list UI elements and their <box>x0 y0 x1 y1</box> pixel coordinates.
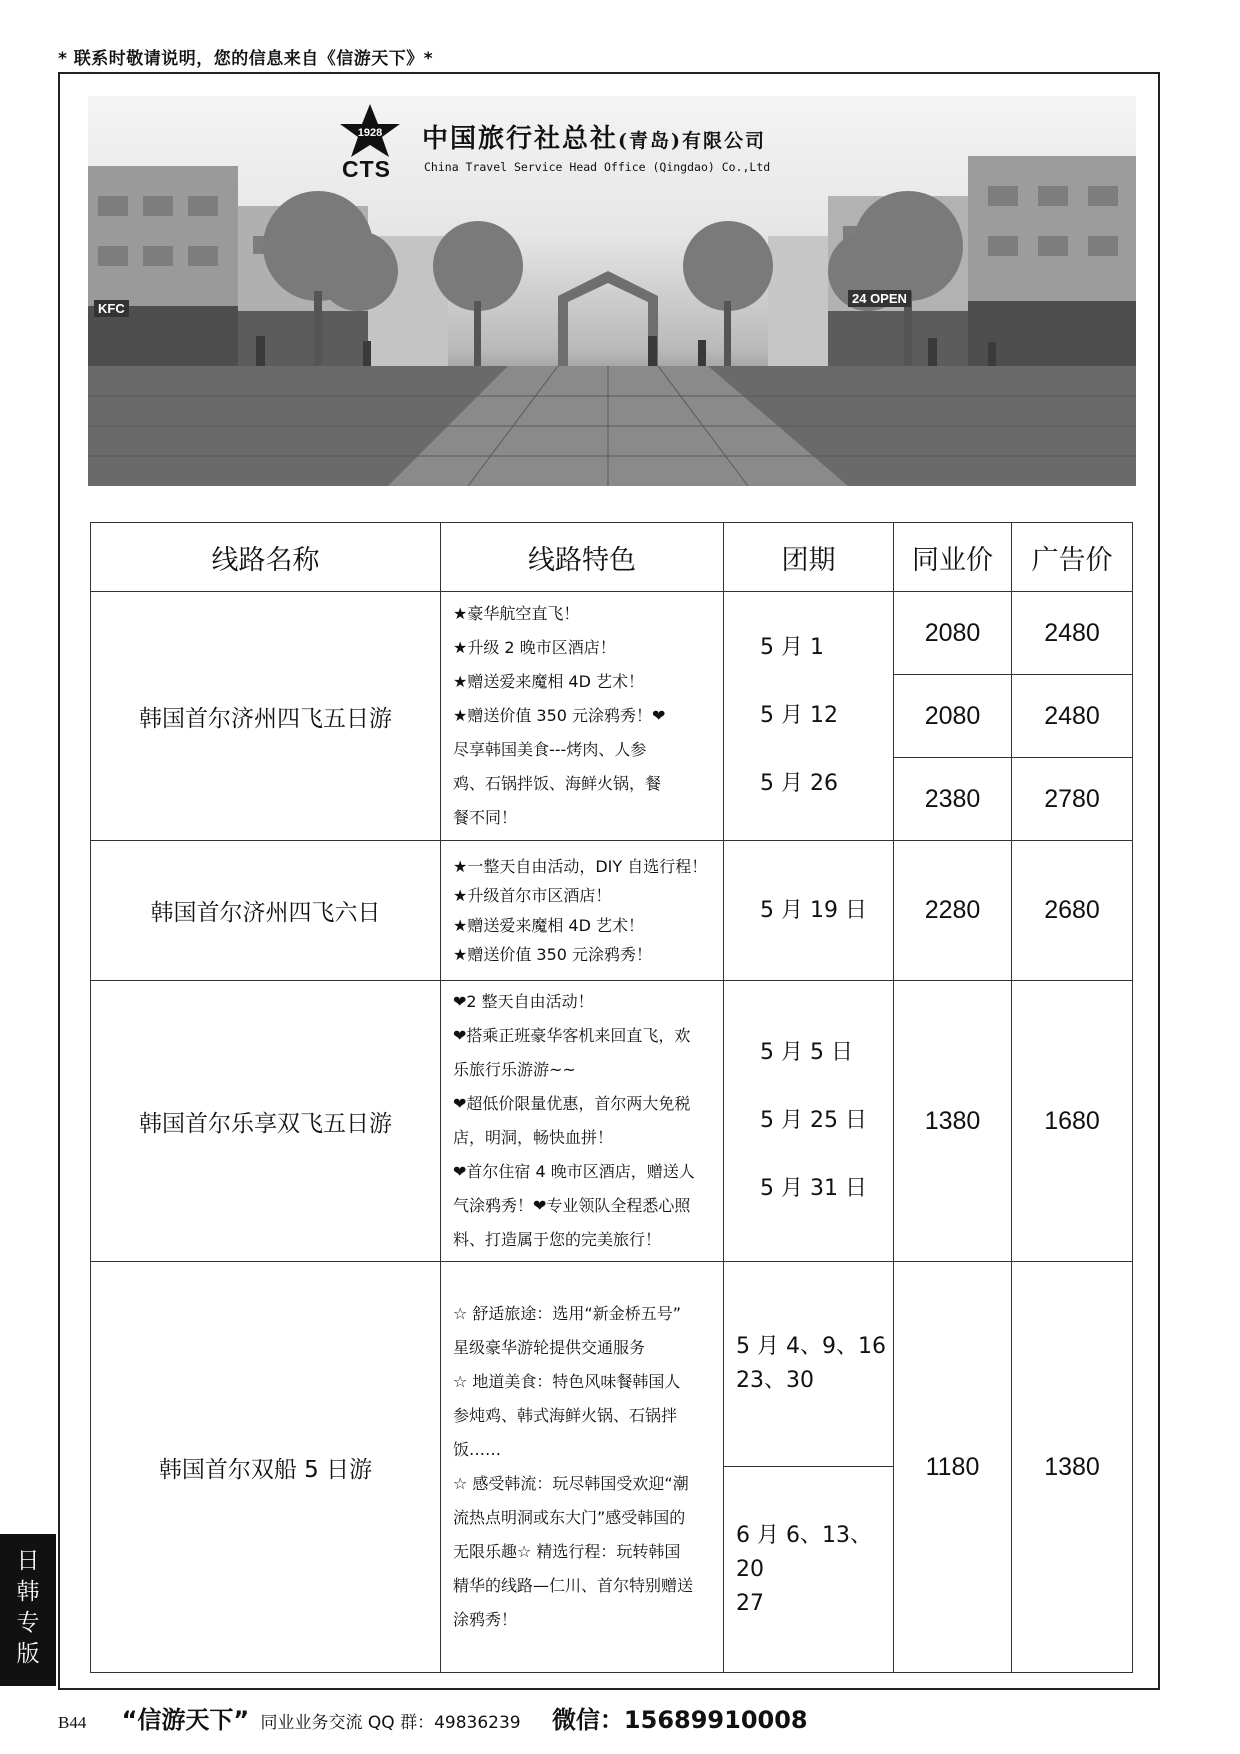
feature-line: ★豪华航空直飞！ <box>453 604 580 623</box>
date-line: 27 <box>736 1590 764 1616</box>
page-footer <box>58 1700 808 1735</box>
feature-line: ★赠送价值 350 元涂鸦秀！ <box>453 945 653 964</box>
table-row <box>91 1262 1133 1467</box>
feature-line: 乐旅行乐游游~~ <box>453 1060 576 1079</box>
feature-line: 无限乐趣☆ 精选行程：玩转韩国 <box>453 1542 681 1561</box>
feature-line: ★升级首尔市区酒店！ <box>453 886 612 905</box>
kfc-sign: KFC <box>94 300 129 317</box>
tour-dates-cell <box>724 1262 894 1467</box>
footer-brand: “信游天下” <box>121 1706 250 1734</box>
ad-price-cell: 1680 <box>1012 981 1133 1262</box>
date-line: 5 月 19 日 <box>760 897 867 923</box>
feature-line: ★一整天自由活动，DIY 自选行程！ <box>453 856 708 876</box>
logo-chinese-main: 中国旅行社总社 <box>422 124 619 154</box>
feature-line: ☆ 舒适旅途：选用“新金桥五号” <box>453 1304 682 1323</box>
side-tab-char: 专 <box>16 1610 40 1636</box>
routes-table <box>90 522 1133 1673</box>
side-tab-char: 版 <box>16 1641 40 1667</box>
date-line: 6 月 6、13、20 <box>736 1522 872 1582</box>
header-tour-dates: 团期 <box>724 523 894 592</box>
feature-line: ☆ 感受韩流：玩尽韩国受欢迎“潮 <box>453 1474 689 1493</box>
feature-line: ❤超低价限量优惠，首尔两大免税 <box>453 1094 691 1113</box>
header-route-name: 线路名称 <box>91 523 441 592</box>
table-row <box>91 841 1133 981</box>
route-name-cell: 韩国首尔济州四飞五日游 <box>91 592 441 841</box>
open-24-sign: 24 OPEN <box>848 290 911 307</box>
feature-line: ❤搭乘正班豪华客机来回直飞，欢 <box>453 1026 691 1045</box>
feature-line: ★赠送价值 350 元涂鸦秀！❤ <box>453 706 666 725</box>
feature-line: ❤2 整天自由活动！ <box>453 992 594 1011</box>
feature-line: 精华的线路—仁川、首尔特别赠送 <box>453 1576 694 1595</box>
ad-price-cell: 2480 <box>1012 592 1133 675</box>
date-line: 5 月 26 <box>760 771 838 796</box>
page-number: B44 <box>58 1713 87 1732</box>
ad-price-cell: 2780 <box>1012 758 1133 841</box>
star-logo-icon <box>338 102 402 158</box>
route-name-cell: 韩国首尔乐享双飞五日游 <box>91 981 441 1262</box>
header-banner <box>88 96 1136 486</box>
feature-line: 尽享韩国美食---烤肉、人参 <box>453 740 647 759</box>
tour-dates-cell <box>724 1467 894 1673</box>
logo-english-name: China Travel Service Head Office (Qingdao) Co.,Ltd <box>424 160 771 174</box>
route-features-cell <box>441 1262 724 1673</box>
feature-line: ★升级 2 晚市区酒店！ <box>453 638 616 657</box>
feature-line: 星级豪华游轮提供交通服务 <box>453 1338 646 1357</box>
date-line: 5 月 1 <box>760 635 824 660</box>
feature-line: 流热点明洞或东大门”感受韩国的 <box>453 1508 686 1527</box>
feature-line: ★赠送爱来魔相 4D 艺术！ <box>453 672 645 691</box>
tour-dates-cell <box>724 841 894 981</box>
footer-qq-group: 同业业务交流 QQ 群：49836239 <box>260 1713 521 1733</box>
table-row <box>91 981 1133 1262</box>
table-row <box>91 592 1133 675</box>
trade-price-cell: 1380 <box>894 981 1012 1262</box>
company-logo <box>338 102 898 182</box>
feature-line: 气涂鸦秀！❤专业领队全程悉心照 <box>453 1196 691 1215</box>
route-features-cell <box>441 841 724 981</box>
feature-line: 参炖鸡、韩式海鲜火锅、石锅拌 <box>453 1406 678 1425</box>
header-ad-price: 广告价 <box>1012 523 1133 592</box>
route-name-cell: 韩国首尔济州四飞六日 <box>91 841 441 981</box>
ad-price-cell: 2480 <box>1012 675 1133 758</box>
ad-price-cell: 2680 <box>1012 841 1133 981</box>
side-tab-char: 日 <box>16 1548 40 1574</box>
ad-price-cell: 1380 <box>1012 1262 1133 1673</box>
side-tab-char: 韩 <box>16 1579 40 1605</box>
logo-cts-text: CTS <box>342 156 391 182</box>
date-line: 5 月 5 日 <box>760 1040 853 1065</box>
header-trade-price: 同业价 <box>894 523 1012 592</box>
feature-line: ★赠送爱来魔相 4D 艺术！ <box>453 915 645 935</box>
header-route-features: 线路特色 <box>441 523 724 592</box>
trade-price-cell: 2080 <box>894 592 1012 675</box>
route-name-cell: 韩国首尔双船 5 日游 <box>91 1262 441 1673</box>
section-side-tab <box>0 1534 56 1686</box>
date-line: 5 月 12 <box>760 703 838 728</box>
tour-dates-cell <box>724 981 894 1262</box>
feature-line: 餐不同！ <box>453 808 518 827</box>
date-line: 5 月 31 日 <box>760 1176 867 1201</box>
footer-wechat: 微信：15689910008 <box>551 1706 808 1734</box>
logo-chinese-sub: (青岛)有限公司 <box>618 130 766 152</box>
route-features-cell <box>441 592 724 841</box>
trade-price-cell: 2380 <box>894 758 1012 841</box>
feature-line: 涂鸦秀！ <box>453 1610 518 1629</box>
logo-star-text: 1928 <box>357 127 383 139</box>
feature-line: 店，明洞，畅快血拼！ <box>453 1128 614 1147</box>
feature-line: 饭…… <box>453 1440 502 1459</box>
feature-line: ☆ 地道美食：特色风味餐韩国人 <box>453 1372 681 1391</box>
trade-price-cell: 1180 <box>894 1262 1012 1673</box>
date-line: 5 月 4、9、16 <box>736 1334 886 1359</box>
feature-line: ❤首尔住宿 4 晚市区酒店，赠送人 <box>453 1162 695 1181</box>
tour-dates-cell <box>724 592 894 841</box>
logo-chinese-name <box>422 118 766 155</box>
feature-line: 料、打造属于您的完美旅行！ <box>453 1230 662 1249</box>
feature-line: 鸡、石锅拌饭、海鲜火锅，餐 <box>453 774 662 793</box>
table-header-row <box>91 523 1133 592</box>
route-features-cell <box>441 981 724 1262</box>
date-line: 23、30 <box>736 1368 814 1393</box>
trade-price-cell: 2080 <box>894 675 1012 758</box>
contact-note: * 联系时敬请说明，您的信息来自《信游天下》* <box>58 49 434 69</box>
date-line: 5 月 25 日 <box>760 1108 867 1133</box>
trade-price-cell: 2280 <box>894 841 1012 981</box>
